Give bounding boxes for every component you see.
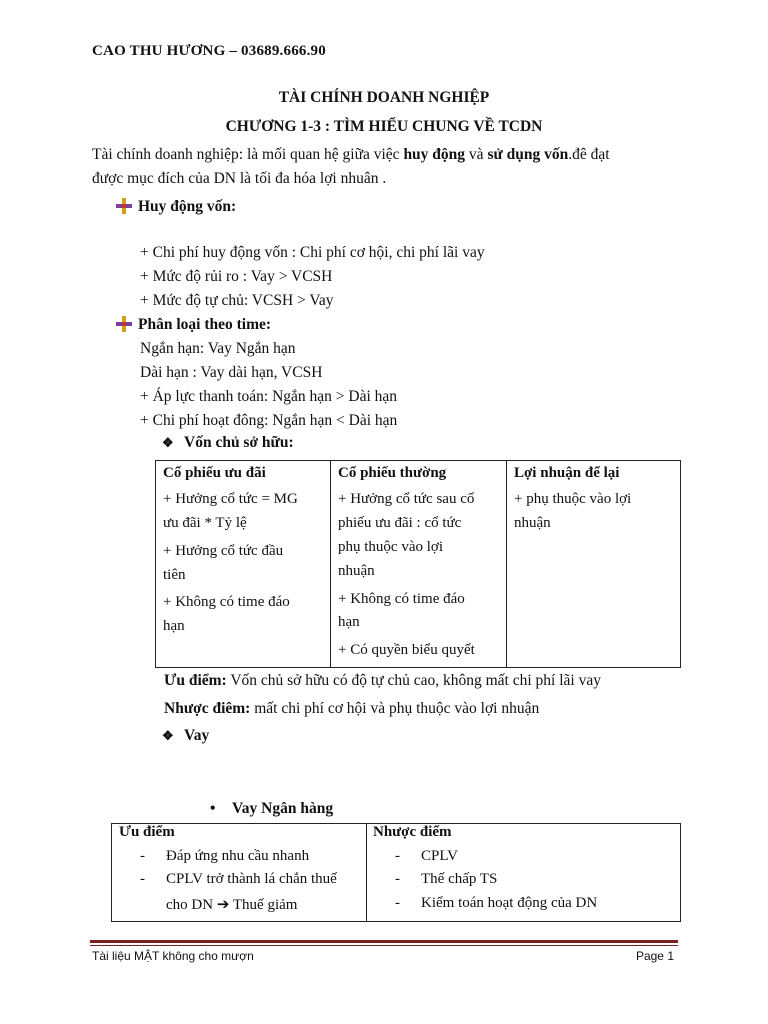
cell-line: + Hưởng cổ tức = MG (163, 491, 298, 507)
cell-line: phụ thuộc vào lợi (338, 539, 443, 555)
cell-line: phiếu ưu đãi : cổ tức (338, 515, 462, 531)
phan-loai-line-3: + Áp lực thanh toán: Ngắn hạn > Dài hạn (140, 388, 398, 405)
col-header: Lợi nhuận để lại (514, 465, 620, 481)
cell-line: + Hưởng cổ tức đầu (163, 543, 284, 559)
list-item (140, 848, 309, 865)
table-cell-uu-dai (156, 461, 331, 668)
table-cell-thuong (331, 461, 507, 668)
uu-diem-label: Ưu điểm: (164, 672, 227, 689)
cell-line: hạn (163, 618, 185, 634)
list-item-text: CPLV trở thành lá chắn thuế (166, 871, 337, 887)
huy-dong-line-2: + Mức độ rủi ro : Vay > VCSH (140, 268, 333, 285)
intro-text: Tài chính doanh nghiệp: là mối quan hệ giữa việc (92, 146, 404, 163)
dash-bullet: - (140, 871, 145, 887)
cell-line: ưu đãi * Tỷ lệ (163, 515, 247, 531)
list-item (395, 871, 497, 888)
cell-line: hạn (338, 614, 360, 630)
col-header: Cổ phiếu thường (338, 465, 447, 481)
dash-bullet: - (395, 871, 400, 887)
list-item (395, 848, 458, 865)
list-item-text: Kiểm toán hoạt động của DN (421, 895, 598, 911)
heading-vay (162, 727, 209, 745)
table-cell-loi-nhuan (507, 461, 681, 668)
list-item-text: cho DN (166, 897, 214, 913)
vay-ngan-hang-table (111, 823, 681, 922)
dash-bullet: - (395, 895, 400, 911)
intro-line-1 (92, 146, 610, 164)
footer-rule (90, 940, 678, 943)
uu-diem-line (164, 672, 601, 690)
list-item-text: Thuế giảm (232, 897, 298, 913)
von-chu-so-huu-table (155, 460, 681, 668)
heading-text: Vay Ngân hàng (232, 800, 334, 817)
intro-bold-huy-dong: huy động (403, 146, 466, 163)
list-item-text: Đáp ứng nhu cầu nhanh (166, 848, 310, 864)
document-title: TÀI CHÍNH DOANH NGHIỆP (278, 89, 490, 106)
cell-line: + phụ thuộc vào lợi (514, 491, 632, 507)
nhuoc-diem-text: mất chi phí cơ hội và phụ thuộc vào lợi nhuận (250, 700, 540, 717)
dash-bullet: - (395, 848, 400, 864)
heading-von-chu-so-huu (162, 434, 294, 452)
cell-line: + Không có time đáo (163, 594, 290, 610)
cell-line: nhuận (338, 563, 375, 579)
footer-page-number: Page 1 (635, 949, 674, 963)
list-item (140, 871, 337, 888)
table-cell-nhuoc-diem (367, 824, 681, 922)
footer-left: Tài liệu MẬT không cho mượn (92, 949, 254, 963)
nhuoc-diem-line (164, 700, 539, 718)
table-cell-uu-diem (112, 824, 367, 922)
list-item-text: Thế chấp TS (421, 871, 498, 887)
intro-text: .đê đạt (568, 146, 610, 163)
uu-diem-text: Vốn chủ sở hữu có độ tự chủ cao, không mất chi phí lãi vay (226, 672, 601, 689)
intro-bold-su-dung-von: sử dụng vốn (487, 146, 569, 163)
cell-line: + Hưởng cổ tức sau cổ (338, 491, 475, 507)
list-item (395, 895, 597, 912)
diamond-bullet-icon: ❖ (162, 435, 174, 450)
col-header: Nhược điểm (373, 824, 452, 840)
intro-text: và (465, 146, 488, 163)
cell-line: tiên (163, 567, 186, 583)
col-header: Cổ phiếu ưu đãi (163, 465, 266, 481)
nhuoc-diem-label: Nhược điêm: (164, 700, 251, 717)
cross-bullet-icon (116, 198, 132, 214)
cell-line: + Có quyền biểu quyết (338, 642, 475, 658)
phan-loai-line-2: Dài hạn : Vay dài hạn, VCSH (140, 364, 323, 381)
diamond-bullet-icon: ❖ (162, 728, 174, 743)
phan-loai-line-4: + Chi phí hoạt đông: Ngắn hạn < Dài hạn (140, 412, 398, 429)
heading-text: Huy động vốn: (138, 198, 237, 215)
huy-dong-line-1: + Chi phí huy động vốn : Chi phí cơ hội, chi phí lãi vay (140, 244, 485, 261)
cross-bullet-icon (116, 316, 132, 332)
heading-vay-ngan-hang (210, 800, 333, 818)
heading-huy-dong-von (116, 198, 236, 216)
intro-line-2: được mục đích của DN là tối đa hóa lợi nhuân . (92, 170, 387, 187)
heading-phan-loai (116, 316, 271, 334)
col-header: Ưu điểm (119, 824, 175, 840)
heading-text: Phân loại theo time: (138, 316, 272, 333)
arrow-right-icon: ➔ (216, 897, 230, 913)
list-item-text: CPLV (421, 848, 458, 864)
heading-text: Vay (184, 727, 210, 744)
cell-line: nhuận (514, 515, 551, 531)
footer-rule (90, 945, 678, 946)
dot-bullet-icon: • (210, 800, 216, 817)
heading-text: Vốn chủ sở hữu: (184, 434, 294, 451)
dash-bullet: - (140, 848, 145, 864)
header-author: CAO THU HƯƠNG – 03689.666.90 (92, 43, 326, 59)
phan-loai-line-1: Ngắn hạn: Vay Ngắn hạn (140, 340, 296, 357)
huy-dong-line-3: + Mức độ tự chủ: VCSH > Vay (140, 292, 334, 309)
cell-line: + Không có time đáo (338, 591, 465, 607)
list-item-cont (166, 895, 297, 914)
chapter-title: CHƯƠNG 1-3 : TÌM HIỂU CHUNG VỀ TCDN (225, 118, 543, 135)
